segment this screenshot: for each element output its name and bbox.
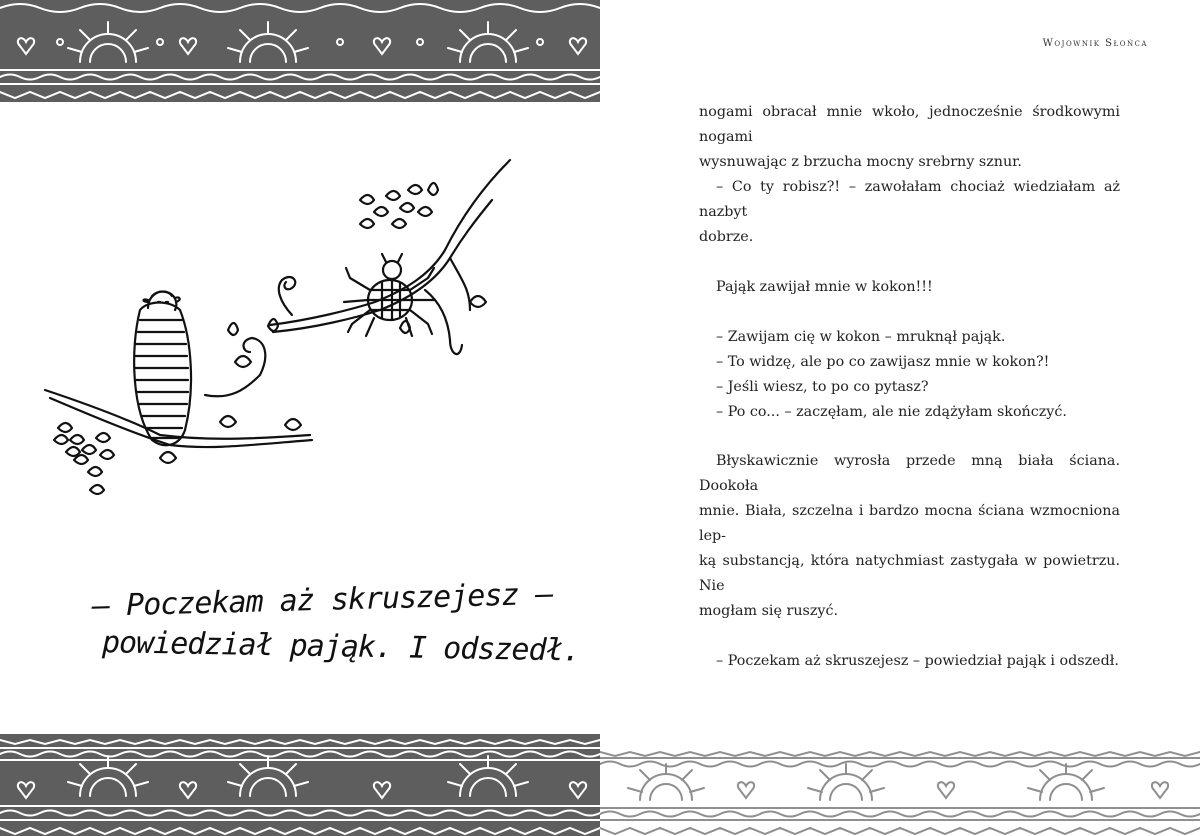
caption-line-2: powiedział pająk. I odszedł. [101,625,581,669]
paragraph-gap [699,624,1120,649]
text-line: mnie. Biała, szczelna i bardzo mocna ściana wzmocniona lep- [699,503,1120,545]
decorative-band-bottom [0,734,600,836]
spider-cocoon-illustration [30,140,570,510]
ornament-pattern-light [600,750,1200,836]
text-line: – To widzę, ale po co zawijasz mnie w kokon?! [716,353,1050,370]
ornament-pattern [0,734,600,836]
paragraph-gap [699,425,1120,450]
handwritten-caption [91,576,581,670]
text-line: nogami obracał mnie wkoło, jednocześnie środkowymi nogami [699,104,1120,145]
text-line: wysnuwając z brzucha mocny srebrny sznur. [699,154,1022,170]
decorative-band-bottom-light [600,750,1200,836]
text-line: Błyskawicznie wyrosła przede mną biała ściana. Dookoła [699,453,1120,495]
ornament-pattern [0,0,600,102]
text-line: – Jeśli wiesz, to po co pytasz? [716,378,929,395]
paragraph-gap [699,250,1120,275]
body-text [699,100,1120,674]
text-line: mogłam się ruszyć. [699,603,839,620]
right-page [600,0,1200,836]
text-line: ką substancją, która natychmiast zastygała w powietrzu. Nie [699,553,1120,595]
line-drawing [30,140,570,510]
caption-line-1: – Poczekam aż skruszejesz – [91,576,554,624]
text-line: – Po co... – zaczęłam, ale nie zdążyłam skończyć. [716,403,1067,420]
text-line: dobrze. [699,229,754,245]
text-line: – Zawijam cię w kokon – mruknął pająk. [716,328,1006,345]
paragraph-gap [699,300,1120,325]
running-head: Wojownik Słońca [1042,38,1148,49]
text-line: – Co ty robisz?! – zawołałam chociaż wiedziałam aż nazbyt [699,179,1120,220]
decorative-band-top [0,0,600,102]
text-line: Pająk zawijał mnie w kokon!!! [716,278,933,295]
text-line: – Poczekam aż skruszejesz – powiedział pająk i odszedł. [716,653,1119,670]
